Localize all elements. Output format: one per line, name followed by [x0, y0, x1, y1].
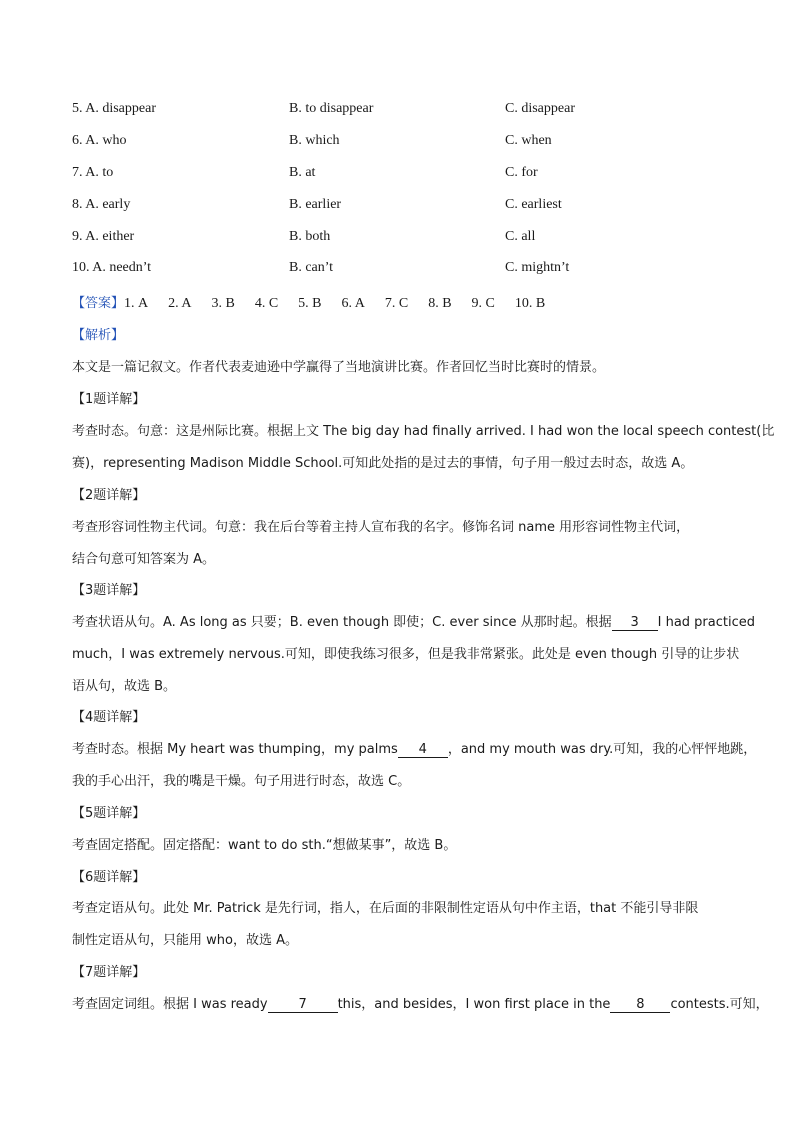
answer-key	[72, 292, 565, 312]
detail-title: 【4题详解】	[72, 710, 146, 725]
detail-text-part: 考查固定词组。根据 I was ready	[72, 997, 268, 1012]
option-c: C. for	[505, 165, 538, 180]
detail-text: 语从句，故选 B。	[72, 679, 177, 694]
option-b: B. can’t	[289, 260, 334, 275]
detail-text: 考查固定搭配。固定搭配：want to do sth.“想做某事”，故选 B。	[72, 838, 457, 853]
option-row	[72, 165, 732, 185]
option-c: C. all	[505, 229, 536, 244]
detail-text-part: 考查状语从句。A. As long as 只要；B. even though 即使；C. ever since 从那时起。根据	[72, 615, 612, 630]
detail-title: 【3题详解】	[72, 583, 146, 598]
option-b: B. at	[289, 165, 316, 180]
option-row	[72, 229, 732, 249]
option-a: 7. A. to	[72, 165, 114, 180]
detail-text-part: this，and besides，I won first place in the	[337, 997, 611, 1012]
option-a: 5. A. disappear	[72, 101, 156, 116]
option-c: C. disappear	[505, 101, 575, 116]
option-c: C. when	[505, 133, 552, 148]
detail-text: 我的手心出汗，我的嘴是干燥。句子用进行时态，故选 C。	[72, 774, 411, 789]
option-b: B. earlier	[289, 197, 342, 212]
detail-text: 考查形容词性物主代词。句意：我在后台等着主持人宣布我的名字。修饰名词 name 用形容词性物主代词，	[72, 520, 690, 535]
detail-title: 【5题详解】	[72, 806, 146, 821]
answer-item: 1. A	[124, 296, 149, 311]
detail-text	[72, 993, 769, 1013]
answer-item: 9. C	[471, 296, 495, 311]
detail-title: 【2题详解】	[72, 488, 146, 503]
detail-text: 赛)，representing Madison Middle School.可知此处指的是过去的事情，句子用一般过去时态，故选 A。	[72, 456, 694, 471]
detail-text-part: 考查时态。根据 My heart was thumping，my palms	[72, 742, 398, 757]
answer-item: 8. B	[428, 296, 452, 311]
option-b: B. to disappear	[289, 101, 374, 116]
option-a: 6. A. who	[72, 133, 127, 148]
option-a: 10. A. needn’t	[72, 260, 152, 275]
option-row	[72, 133, 732, 153]
analysis-label: 【解析】	[72, 328, 125, 343]
detail-text: 结合句意可知答案为 A。	[72, 552, 216, 567]
answer-item: 7. C	[384, 296, 409, 311]
detail-text: 制性定语从句，只能用 who，故选 A。	[72, 933, 298, 948]
detail-title: 【1题详解】	[72, 392, 146, 407]
option-b: B. both	[289, 229, 331, 244]
answer-item: 2. A	[168, 296, 192, 311]
option-c: C. mightn’t	[505, 260, 570, 275]
blank-number: 3	[612, 615, 658, 631]
option-b: B. which	[289, 133, 340, 148]
option-row	[72, 197, 732, 217]
blank-number: 8	[610, 997, 670, 1013]
detail-title: 【7题详解】	[72, 965, 146, 980]
detail-text-part: contests.可知，	[670, 997, 769, 1012]
detail-text-part: I had practiced	[657, 615, 755, 630]
option-c: C. earliest	[505, 197, 562, 212]
detail-text: 考查定语从句。此处 Mr. Patrick 是先行词，指人，在后面的非限制性定语从句中作主语，that 不能引导非限	[72, 901, 699, 916]
answer-item: 3. B	[211, 296, 235, 311]
detail-text: much，I was extremely nervous.可知，即使我练习很多，但是我非常紧张。此处是 even though 引导的让步状	[72, 647, 740, 662]
answer-item: 10. B	[514, 296, 546, 311]
answer-label: 【答案】	[72, 296, 125, 311]
detail-text: 考查时态。句意：这是州际比赛。根据上文 The big day had finally arrived. I had won the local speech contest(比	[72, 424, 775, 439]
detail-text-part: ，and my mouth was dry.可知，我的心怦怦地跳，	[447, 742, 757, 757]
blank-number: 4	[398, 742, 448, 758]
option-row	[72, 101, 732, 121]
option-a: 9. A. either	[72, 229, 135, 244]
option-row	[72, 260, 732, 280]
answer-item: 4. C	[254, 296, 279, 311]
blank-number: 7	[268, 997, 338, 1013]
detail-text	[72, 738, 757, 758]
answer-item: 5. B	[298, 296, 322, 311]
analysis-summary: 本文是一篇记叙文。作者代表麦迪逊中学赢得了当地演讲比赛。作者回忆当时比赛时的情景。	[72, 360, 606, 375]
answer-item: 6. A	[341, 296, 365, 311]
detail-text	[72, 611, 755, 631]
detail-title: 【6题详解】	[72, 870, 146, 885]
option-a: 8. A. early	[72, 197, 131, 212]
